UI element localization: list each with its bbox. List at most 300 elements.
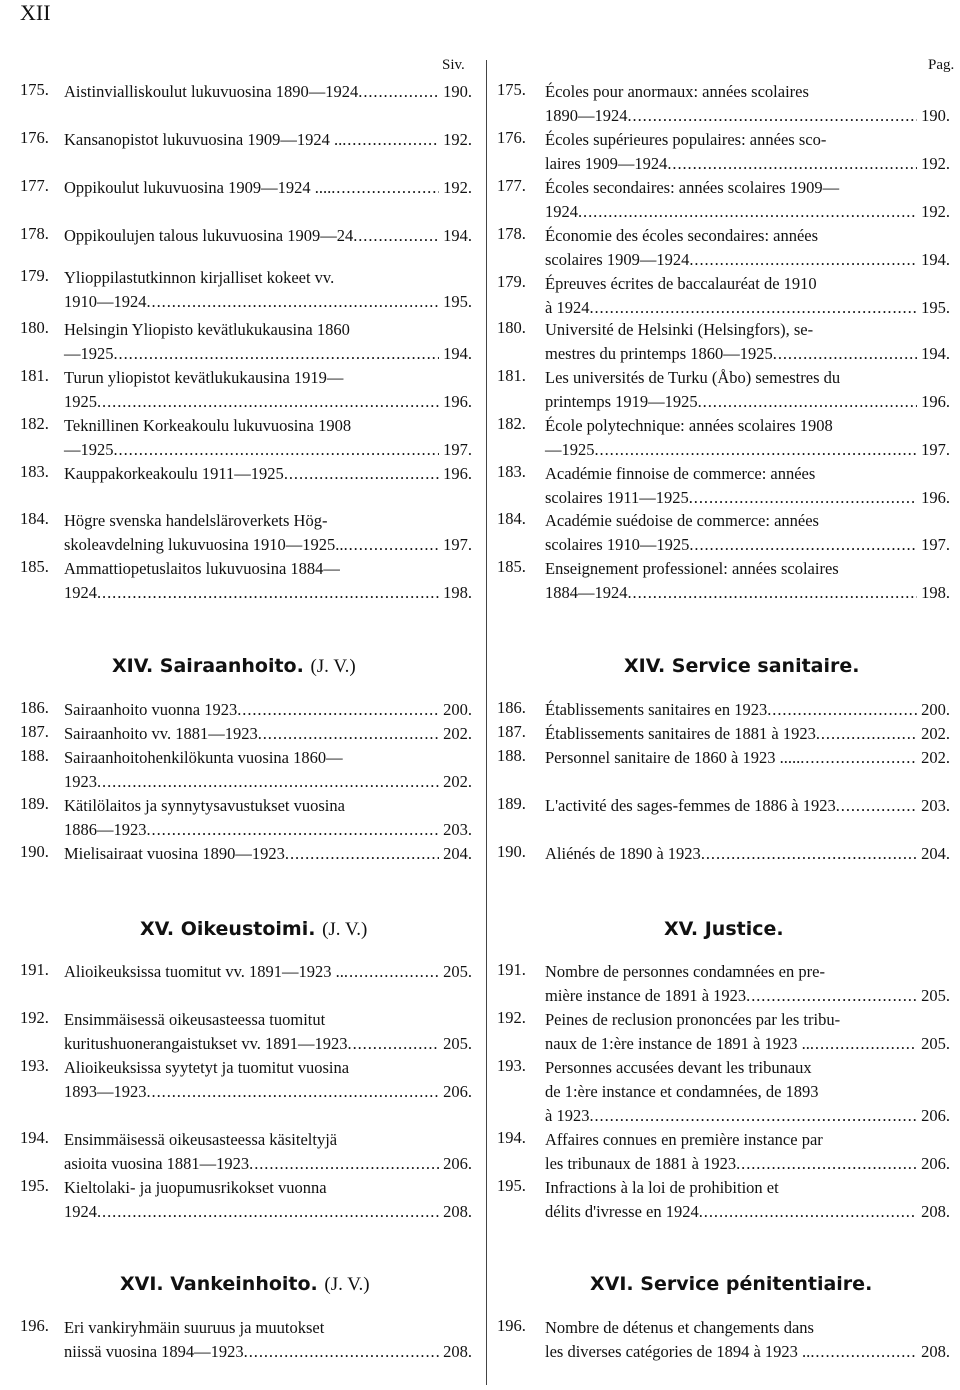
section-title-text: XIV. Sairaanhoito. xyxy=(112,655,304,677)
entry-lines xyxy=(545,794,950,818)
entry-line xyxy=(64,128,472,152)
entry-line xyxy=(545,581,950,605)
page-reference: 203. xyxy=(921,796,950,815)
entry-title-text: Université de Helsinki (Helsingfors), se- xyxy=(545,320,814,339)
entry-line xyxy=(545,1056,950,1080)
right-section-title xyxy=(664,918,784,940)
entry-number: 180. xyxy=(497,318,526,337)
entry-lines xyxy=(64,1128,472,1176)
entry-lines xyxy=(545,557,950,605)
entry-title-text: 1925 xyxy=(64,392,97,411)
entry-title-text: laires 1909—1924 xyxy=(545,154,668,173)
entry-title-text: Affaires connues en première instance par xyxy=(545,1130,823,1149)
entry-lines xyxy=(64,128,472,152)
dot-leader xyxy=(237,698,439,722)
entry-line xyxy=(545,557,950,581)
entry-lines xyxy=(64,318,472,366)
dot-leader xyxy=(97,581,439,605)
entry-number: 187. xyxy=(497,722,526,741)
page-reference: 208. xyxy=(921,1342,950,1361)
entry-title-text: Aistinvialliskoulut lukuvuosina 1890—1924 xyxy=(64,82,359,101)
entry-number: 183. xyxy=(497,462,526,481)
dot-leader xyxy=(589,296,917,320)
entry-number: 186. xyxy=(497,698,526,717)
entry-title-text: Oppikoulut lukuvuosina 1909—1924 .... xyxy=(64,178,332,197)
entry-line xyxy=(64,1008,472,1032)
entry-title-text: Nombre de détenus et changements dans xyxy=(545,1318,814,1337)
entry-line xyxy=(545,842,950,866)
entry-number: 186. xyxy=(20,698,49,717)
page-reference: 208. xyxy=(443,1202,472,1221)
entry-title-text: niissä vuosina 1894—1923 xyxy=(64,1342,244,1361)
dot-leader xyxy=(701,842,917,866)
entry-lines xyxy=(545,509,950,557)
entry-line xyxy=(64,80,472,104)
entry-line xyxy=(64,722,472,746)
entry-title-text: naux de 1:ère instance de 1891 à 1923 .. xyxy=(545,1034,810,1053)
dot-leader xyxy=(358,80,439,104)
dot-leader xyxy=(97,1200,439,1224)
entry-lines xyxy=(64,960,472,984)
page-reference: 205. xyxy=(921,1034,950,1053)
page-reference: 195. xyxy=(443,292,472,311)
dot-leader xyxy=(147,818,440,842)
dot-leader xyxy=(353,224,439,248)
left-section-title xyxy=(120,1273,370,1296)
entry-title-text: Alioikeuksissa tuomitut vv. 1891—1923 .. xyxy=(64,962,344,981)
entry-line xyxy=(545,794,950,818)
entry-lines xyxy=(64,80,472,104)
entry-line xyxy=(545,1128,950,1152)
dot-leader xyxy=(147,290,440,314)
entry-number: 191. xyxy=(497,960,526,979)
entry-title-text: Personnes accusées devant les tribunaux xyxy=(545,1058,812,1077)
section-title-text: XVI. Vankeinhoito. xyxy=(120,1273,318,1295)
entry-lines xyxy=(64,557,472,605)
entry-line xyxy=(64,842,472,866)
entry-line xyxy=(545,486,950,510)
entry-title-text: 1924 xyxy=(64,583,97,602)
entry-title-text: à 1923 xyxy=(545,1106,590,1125)
entry-title-text: Enseignement professionel: années scolaires xyxy=(545,559,839,578)
entry-lines xyxy=(545,224,950,272)
entry-line xyxy=(545,80,950,104)
page-reference: 208. xyxy=(921,1202,950,1221)
entry-number: 176. xyxy=(497,128,526,147)
entry-title-text: Académie suédoise de commerce: années xyxy=(545,511,819,530)
entry-line xyxy=(545,1032,950,1056)
entry-line xyxy=(545,390,950,414)
entry-line xyxy=(64,366,472,390)
entry-line xyxy=(64,390,472,414)
page-reference: 200. xyxy=(443,700,472,719)
entry-lines xyxy=(545,698,950,722)
entry-number: 182. xyxy=(20,414,49,433)
entry-line xyxy=(64,1152,472,1176)
entry-line xyxy=(64,438,472,462)
entry-title-text: 1890—1924 xyxy=(545,106,628,125)
entry-title-text: 1923 xyxy=(64,772,97,791)
entry-number: 185. xyxy=(20,557,49,576)
column-divider xyxy=(486,60,487,1385)
entry-title-text: Établissements sanitaires de 1881 à 1923 xyxy=(545,724,816,743)
dot-leader xyxy=(258,722,439,746)
entry-title-text: les tribunaux de 1881 à 1923 xyxy=(545,1154,737,1173)
entry-line xyxy=(545,342,950,366)
entry-line xyxy=(545,722,950,746)
entry-title-text: scolaires 1911—1925 xyxy=(545,488,689,507)
entry-line xyxy=(545,1152,950,1176)
section-title-text: XV. Oikeustoimi. xyxy=(140,918,316,940)
entry-line xyxy=(545,366,950,390)
entry-line xyxy=(545,746,950,770)
page-reference: 200. xyxy=(921,700,950,719)
dot-leader xyxy=(810,1340,917,1364)
entry-lines xyxy=(64,1056,472,1104)
entry-title-text: scolaires 1909—1924 xyxy=(545,250,690,269)
entry-number: 194. xyxy=(497,1128,526,1147)
entry-lines xyxy=(545,128,950,176)
entry-number: 196. xyxy=(20,1316,49,1335)
entry-line xyxy=(64,770,472,794)
page-reference: 194. xyxy=(443,344,472,363)
entry-title-text: Ensimmäisessä oikeusasteessa tuomitut xyxy=(64,1010,326,1029)
entry-title-text: —1925 xyxy=(545,440,595,459)
page-reference: 198. xyxy=(443,583,472,602)
entry-number: 184. xyxy=(497,509,526,528)
page-reference: 206. xyxy=(921,1106,950,1125)
entry-number: 179. xyxy=(497,272,526,291)
entry-title-text: Sairaanhoito vuonna 1923 xyxy=(64,700,238,719)
dot-leader xyxy=(767,698,917,722)
entry-title-text: 1924 xyxy=(545,202,578,221)
entry-line xyxy=(545,200,950,224)
entry-line xyxy=(64,1340,472,1364)
entry-title-text: mestres du printemps 1860—1925 xyxy=(545,344,773,363)
page-reference: 208. xyxy=(443,1342,472,1361)
entry-title-text: Högre svenska handelsläroverkets Hög- xyxy=(64,511,328,530)
dot-leader xyxy=(97,770,439,794)
left-section-title xyxy=(140,918,367,941)
entry-title-text: Économie des écoles secondaires: années xyxy=(545,226,819,245)
entry-line xyxy=(545,176,950,200)
entry-line xyxy=(545,984,950,1008)
entry-line xyxy=(545,1340,950,1364)
entry-number: 180. xyxy=(20,318,49,337)
entry-lines xyxy=(64,462,472,486)
entry-number: 181. xyxy=(20,366,49,385)
page-reference: 198. xyxy=(921,583,950,602)
entry-lines xyxy=(545,842,950,866)
dot-leader xyxy=(816,722,917,746)
dot-leader xyxy=(147,1080,440,1104)
page-reference: 196. xyxy=(443,392,472,411)
entry-line xyxy=(64,746,472,770)
entry-line xyxy=(64,176,472,200)
entry-line xyxy=(545,224,950,248)
entry-number: 184. xyxy=(20,509,49,528)
dot-leader xyxy=(244,1340,439,1364)
entry-title-text: Ammattiopetuslaitos lukuvuosina 1884— xyxy=(64,559,340,578)
entry-title-text: Les universités de Turku (Åbo) semestres du xyxy=(545,368,841,387)
entry-title-text: —1925 xyxy=(64,344,114,363)
entry-title-text: 1910—1924 xyxy=(64,292,147,311)
entry-line xyxy=(64,318,472,342)
entry-title-text: scolaires 1910—1925 xyxy=(545,535,690,554)
entry-line xyxy=(545,414,950,438)
section-title-text: XVI. Service pénitentiaire. xyxy=(590,1273,873,1295)
dot-leader xyxy=(114,438,440,462)
section-title-note: (J. V.) xyxy=(324,1274,370,1295)
page-reference: 192. xyxy=(443,178,472,197)
dot-leader xyxy=(746,984,917,1008)
entry-lines xyxy=(545,722,950,746)
entry-title-text: Helsingin Yliopisto kevätlukukausina 1860 xyxy=(64,320,350,339)
entry-number: 178. xyxy=(20,224,49,243)
entry-number: 189. xyxy=(497,794,526,813)
entry-title-text: Kieltolaki- ja juopumusrikokset vuonna xyxy=(64,1178,327,1197)
entry-title-text: Alioikeuksissa syytetyt ja tuomitut vuosina xyxy=(64,1058,350,1077)
entry-lines xyxy=(64,746,472,794)
entry-line xyxy=(545,1104,950,1128)
dot-leader xyxy=(97,390,439,414)
dot-leader xyxy=(800,746,917,770)
entry-number: 175. xyxy=(20,80,49,99)
page-reference: 192. xyxy=(921,202,950,221)
dot-leader xyxy=(348,1032,440,1056)
page-reference: 192. xyxy=(443,130,472,149)
entry-title-text: skoleavdelning lukuvuosina 1910—1925.. xyxy=(64,535,344,554)
entry-number: 190. xyxy=(497,842,526,861)
dot-leader xyxy=(689,486,917,510)
right-section-title xyxy=(624,655,859,677)
entry-number: 196. xyxy=(497,1316,526,1335)
entry-line xyxy=(64,1032,472,1056)
entry-title-text: 1886—1923 xyxy=(64,820,147,839)
entry-title-text: Écoles secondaires: années scolaires 1909— xyxy=(545,178,840,197)
entry-line xyxy=(64,290,472,314)
dot-leader xyxy=(589,1104,917,1128)
entry-title-text: Aliénés de 1890 à 1923 xyxy=(545,844,701,863)
entry-line xyxy=(64,266,472,290)
entry-line xyxy=(545,438,950,462)
entry-number: 176. xyxy=(20,128,49,147)
entry-line xyxy=(545,296,950,320)
entry-line xyxy=(64,224,472,248)
entry-title-text: Nombre de personnes condamnées en pre- xyxy=(545,962,825,981)
page-reference: 205. xyxy=(443,1034,472,1053)
section-title-text: XIV. Service sanitaire. xyxy=(624,655,860,677)
entry-title-text: Teknillinen Korkeakoulu lukuvuosina 1908 xyxy=(64,416,352,435)
entry-title-text: Sairaanhoitohenkilökunta vuosina 1860— xyxy=(64,748,343,767)
entry-title-text: Personnel sanitaire de 1860 à 1923 ..... xyxy=(545,748,801,767)
page-reference: 202. xyxy=(921,724,950,743)
page-reference: 190. xyxy=(921,106,950,125)
entry-title-text: Peines de reclusion prononcées par les tribu- xyxy=(545,1010,841,1029)
entry-title-text: L'activité des sages-femmes de 1886 à 1923 xyxy=(545,796,836,815)
page-reference: 194. xyxy=(443,226,472,245)
entry-line xyxy=(545,509,950,533)
page-reference: 194. xyxy=(921,344,950,363)
left-section-title xyxy=(112,655,356,678)
entry-lines xyxy=(64,1008,472,1056)
dot-leader xyxy=(331,176,439,200)
entry-line xyxy=(545,960,950,984)
page-reference: 202. xyxy=(443,724,472,743)
dot-leader xyxy=(836,794,917,818)
entry-lines xyxy=(545,1008,950,1056)
page-reference: 197. xyxy=(921,440,950,459)
dot-leader xyxy=(689,248,917,272)
entry-title-text: —1925 xyxy=(64,440,114,459)
entry-number: 181. xyxy=(497,366,526,385)
entry-line xyxy=(545,462,950,486)
entry-lines xyxy=(545,960,950,1008)
entry-line xyxy=(545,1200,950,1224)
entry-line xyxy=(64,533,472,557)
entry-title-text: Turun yliopistot kevätlukukausina 1919— xyxy=(64,368,344,387)
entry-title-text: mière instance de 1891 à 1923 xyxy=(545,986,747,1005)
entry-line xyxy=(545,248,950,272)
entry-line xyxy=(64,1056,472,1080)
entry-line xyxy=(64,1128,472,1152)
entry-title-text: 1893—1923 xyxy=(64,1082,147,1101)
entry-line xyxy=(545,318,950,342)
entry-line xyxy=(545,104,950,128)
entry-lines xyxy=(545,366,950,414)
dot-leader xyxy=(773,342,917,366)
entry-line xyxy=(64,557,472,581)
page-reference: 194. xyxy=(921,250,950,269)
page-number: XII xyxy=(20,0,51,25)
entry-number: 193. xyxy=(497,1056,526,1075)
entry-title-text: Oppikoulujen talous lukuvuosina 1909—24 xyxy=(64,226,354,245)
entry-line xyxy=(64,1200,472,1224)
entry-title-text: à 1924 xyxy=(545,298,590,317)
entry-lines xyxy=(545,272,950,320)
page-reference: 197. xyxy=(443,440,472,459)
entry-lines xyxy=(64,266,472,314)
entry-lines xyxy=(545,176,950,224)
entry-title-text: Kätilölaitos ja synnytysavustukset vuosina xyxy=(64,796,345,815)
entry-title-text: printemps 1919—1925 xyxy=(545,392,698,411)
entry-line xyxy=(64,414,472,438)
entry-lines xyxy=(64,1176,472,1224)
entry-line xyxy=(545,533,950,557)
entry-line xyxy=(64,581,472,605)
entry-number: 195. xyxy=(20,1176,49,1195)
dot-leader xyxy=(698,390,918,414)
dot-leader xyxy=(699,1200,917,1224)
right-page-column-label: Pag. xyxy=(928,57,955,73)
dot-leader xyxy=(249,1152,439,1176)
entry-lines xyxy=(545,1128,950,1176)
page-reference: 197. xyxy=(443,535,472,554)
entry-lines xyxy=(64,414,472,462)
dot-leader xyxy=(344,533,440,557)
page-reference: 204. xyxy=(443,844,472,863)
entry-title-text: Écoles supérieures populaires: années sco- xyxy=(545,130,827,149)
entry-line xyxy=(64,960,472,984)
entry-title-text: asioita vuosina 1881—1923 xyxy=(64,1154,250,1173)
entry-line xyxy=(64,1316,472,1340)
entry-title-text: Sairaanhoito vv. 1881—1923 xyxy=(64,724,258,743)
entry-title-text: Ensimmäisessä oikeusasteessa käsiteltyjä xyxy=(64,1130,338,1149)
entry-title-text: 1884—1924 xyxy=(545,583,628,602)
page-reference: 196. xyxy=(921,488,950,507)
entry-number: 179. xyxy=(20,266,49,285)
entry-title-text: Mielisairaat vuosina 1890—1923 xyxy=(64,844,285,863)
dot-leader xyxy=(578,200,917,224)
entry-line xyxy=(64,1176,472,1200)
entry-line xyxy=(64,462,472,486)
left-page-column-label: Siv. xyxy=(442,57,465,73)
entry-line xyxy=(545,1176,950,1200)
entry-number: 194. xyxy=(20,1128,49,1147)
entry-line xyxy=(64,509,472,533)
entry-title-text: kuritushuonerangaistukset vv. 1891—1923 xyxy=(64,1034,348,1053)
entry-title-text: Kauppakorkeakoulu 1911—1925 xyxy=(64,464,284,483)
entry-line xyxy=(64,342,472,366)
entry-number: 175. xyxy=(497,80,526,99)
dot-leader xyxy=(284,462,439,486)
entry-lines xyxy=(64,842,472,866)
entry-title-text: Ylioppilastutkinnon kirjalliset kokeet vv. xyxy=(64,268,335,287)
entry-lines xyxy=(64,366,472,414)
page-reference: 196. xyxy=(443,464,472,483)
entry-title-text: Académie finnoise de commerce: années xyxy=(545,464,816,483)
dot-leader xyxy=(689,533,917,557)
dot-leader xyxy=(628,581,918,605)
entry-number: 183. xyxy=(20,462,49,481)
entry-line xyxy=(545,1008,950,1032)
entry-number: 187. xyxy=(20,722,49,741)
page-reference: 206. xyxy=(443,1082,472,1101)
entry-title-text: Eri vankiryhmäin suuruus ja muutokset xyxy=(64,1318,325,1337)
entry-lines xyxy=(64,722,472,746)
section-title-note: (J. V.) xyxy=(310,656,356,677)
entry-lines xyxy=(545,1176,950,1224)
page-reference: 197. xyxy=(921,535,950,554)
entry-title-text: les diverses catégories de 1894 à 1923 .. xyxy=(545,1342,811,1361)
entry-line xyxy=(545,152,950,176)
entry-line xyxy=(545,1080,950,1104)
page-reference: 205. xyxy=(921,986,950,1005)
page-reference: 205. xyxy=(443,962,472,981)
entry-number: 178. xyxy=(497,224,526,243)
section-title-text: XV. Justice. xyxy=(664,918,784,940)
entry-lines xyxy=(545,462,950,510)
entry-lines xyxy=(545,1056,950,1128)
entry-lines xyxy=(545,414,950,462)
dot-leader xyxy=(736,1152,917,1176)
entry-number: 195. xyxy=(497,1176,526,1195)
dot-leader xyxy=(810,1032,917,1056)
entry-number: 185. xyxy=(497,557,526,576)
entry-line xyxy=(64,1080,472,1104)
entry-lines xyxy=(64,224,472,248)
entry-title-text: délits d'ivresse en 1924 xyxy=(545,1202,699,1221)
entry-lines xyxy=(64,176,472,200)
entry-number: 177. xyxy=(20,176,49,195)
entry-number: 182. xyxy=(497,414,526,433)
entry-number: 189. xyxy=(20,794,49,813)
entry-lines xyxy=(545,80,950,128)
entry-line xyxy=(64,698,472,722)
dot-leader xyxy=(344,960,439,984)
entry-number: 188. xyxy=(497,746,526,765)
page-reference: 206. xyxy=(443,1154,472,1173)
